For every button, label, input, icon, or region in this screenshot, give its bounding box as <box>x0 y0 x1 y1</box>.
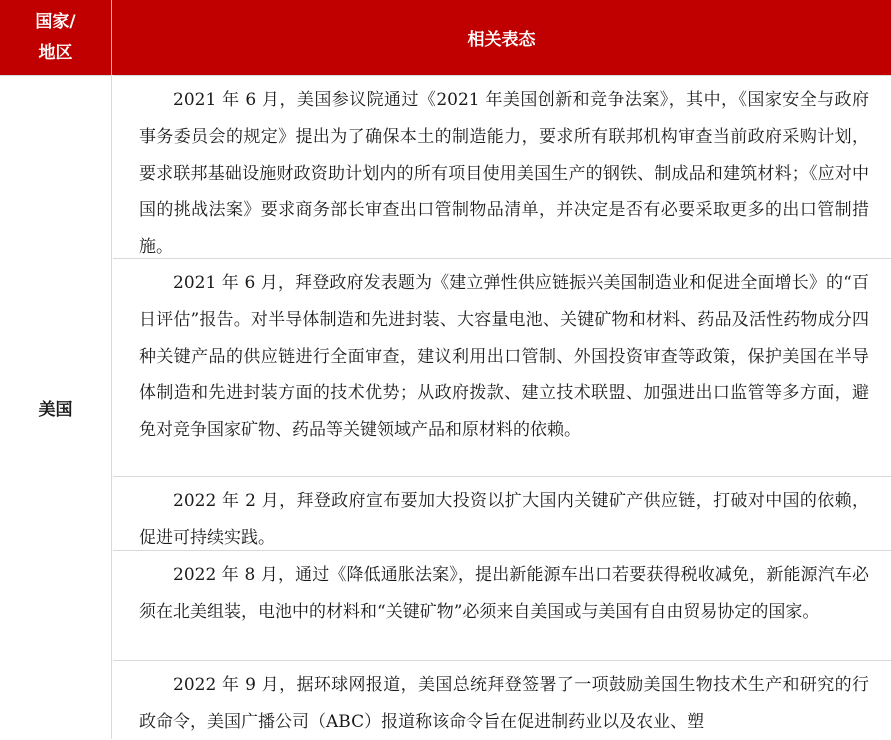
region-header-line2: 地区 <box>38 42 73 63</box>
region-column-header <box>0 0 112 75</box>
region-cell: 美国 <box>0 75 112 739</box>
stance-rows <box>113 75 891 740</box>
region-header-line1: 国家/ <box>35 11 76 32</box>
stance-row: 2021 年 6 月，拜登政府发表题为《建立弹性供应链振兴美国制造业和促进全面增长》的“百日评估”报告。对半导体制造和先进封装、大容量电池、关键矿物和材料、药品及活性药物成分四种关键产品的供应链进行全面审查，建议利用出口管制、外国投资审查等政策，保护美国在半导体制造和先进封装方面的技术优势；从政府拨款、建立技术联盟、加强进出口监管等多方面，避免对竞争国家矿物、药品等关键领域产品和原材料的依赖。 <box>113 258 891 476</box>
stance-row: 2022 年 2 月，拜登政府宣布要加大投资以扩大国内关键矿产供应链，打破对中国的依赖，促进可持续实践。 <box>113 476 891 550</box>
stance-column-header: 相关表态 <box>467 30 536 50</box>
table-header <box>0 0 891 75</box>
stance-row: 2022 年 9 月，据环球网报道，美国总统拜登签署了一项鼓励美国生物技术生产和研究的行政命令，美国广播公司（ABC）报道称该命令旨在促进制药业以及农业、塑 <box>113 660 891 740</box>
stance-row: 2021 年 6 月，美国参议院通过《2021 年美国创新和竞争法案》，其中，《国家安全与政府事务委员会的规定》提出为了确保本土的制造能力，要求所有联邦机构审查当前政府采购计划，要求联邦基础设施财政资助计划内的所有项目使用美国生产的钢铁、制成品和建筑材料；《应对中国的挑战法案》要求商务部长审查出口管制物品清单，并决定是否有必要采取更多的出口管制措施。 <box>113 75 891 258</box>
stance-row: 2022 年 8 月，通过《降低通胀法案》，提出新能源车出口若要获得税收减免，新能源汽车必须在北美组装，电池中的材料和“关键矿物”必须来自美国或与美国有自由贸易协定的国家。 <box>113 550 891 660</box>
